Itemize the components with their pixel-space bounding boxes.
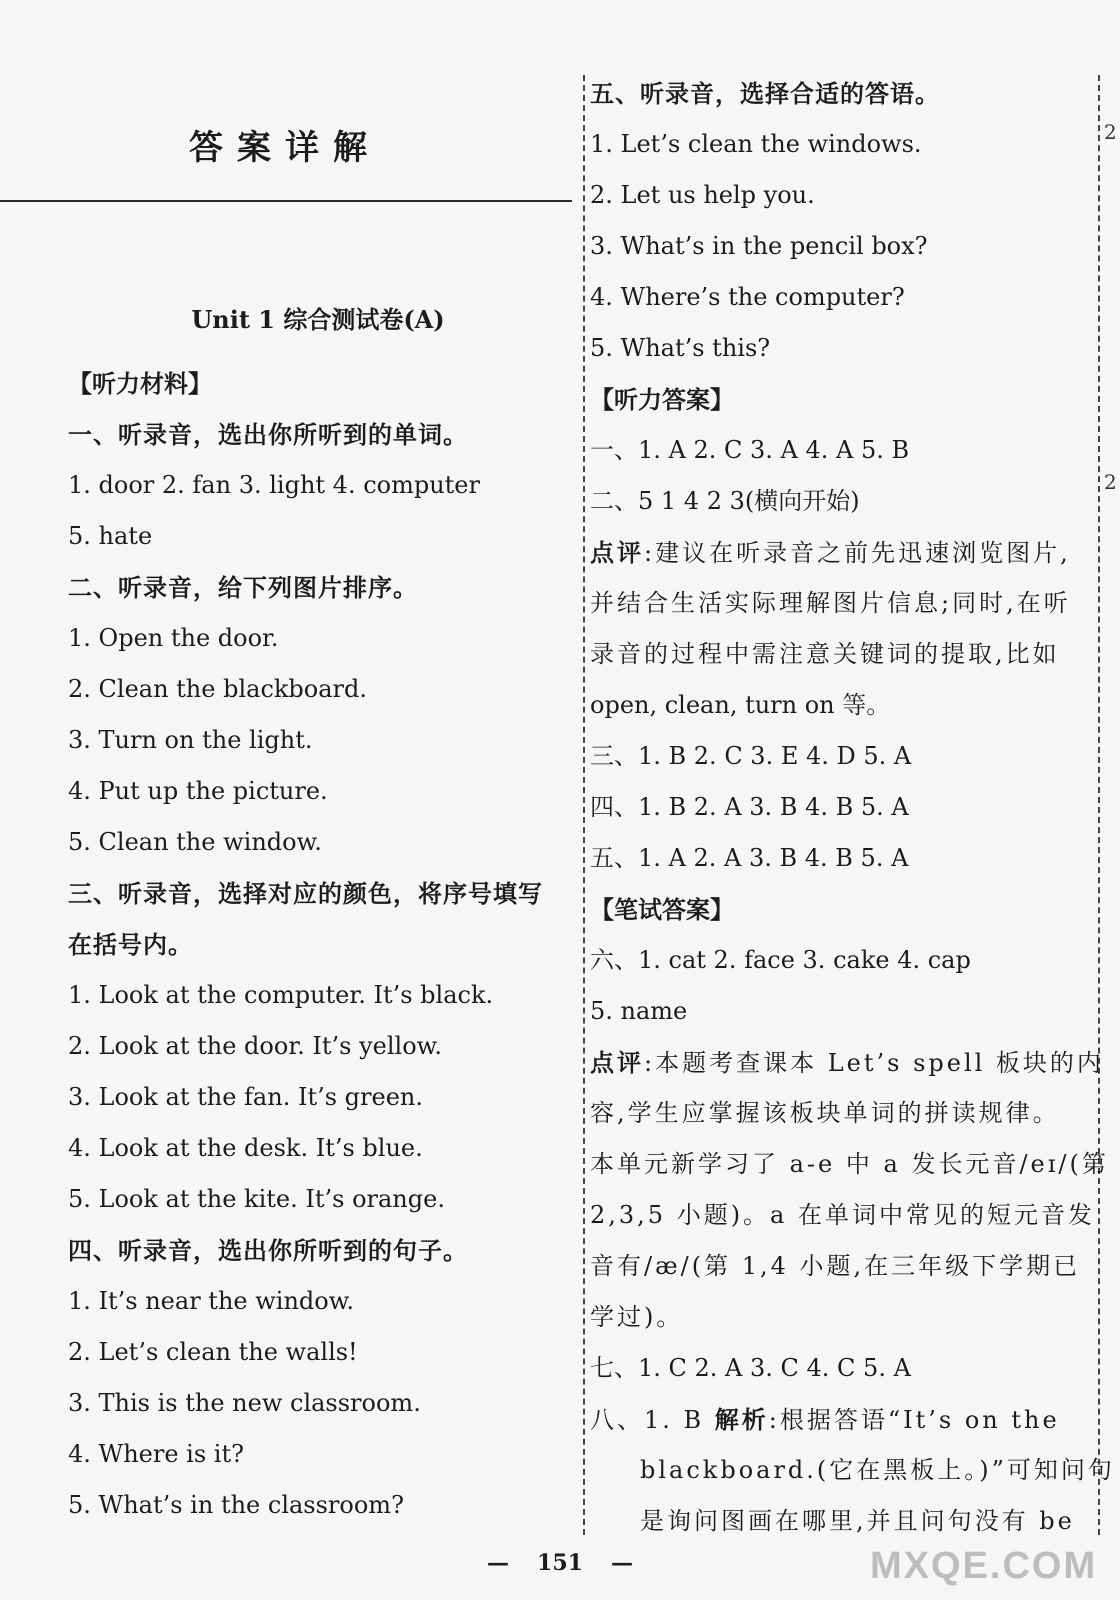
left-line: 5. Clean the window. bbox=[68, 828, 322, 856]
right-line: 四、1. B 2. A 3. B 4. B 5. A bbox=[590, 793, 909, 821]
left-line: 1. It’s near the window. bbox=[68, 1287, 355, 1315]
left-line: 2. Let’s clean the walls! bbox=[68, 1338, 358, 1366]
right-line: 2. Let us help you. bbox=[590, 181, 815, 209]
right-line: blackboard.(它在黑板上。)”可知问句 bbox=[640, 1456, 1115, 1484]
right-line: 点评:本题考查课本 Let’s spell 板块的内 bbox=[590, 1048, 1104, 1077]
left-line: 4. Put up the picture. bbox=[68, 777, 328, 805]
left-line: 1. Open the door. bbox=[68, 624, 279, 652]
right-line: 2,3,5 小题)。a 在单词中常见的短元音发 bbox=[590, 1201, 1095, 1229]
right-line: 二、5 1 4 2 3(横向开始) bbox=[590, 487, 860, 515]
right-line: 录音的过程中需注意关键词的提取,比如 bbox=[590, 640, 1060, 668]
right-line: 点评:建议在听录音之前先迅速浏览图片, bbox=[590, 538, 1071, 567]
left-line: 2. Clean the blackboard. bbox=[68, 675, 368, 703]
watermark: MXQE.COM bbox=[870, 1545, 1098, 1587]
right-line: 4. Where’s the computer? bbox=[590, 283, 905, 311]
left-line: 三、听录音，选择对应的颜色，将序号填写 bbox=[68, 879, 543, 908]
right-edge-divider bbox=[1098, 75, 1100, 1535]
left-lines bbox=[68, 358, 568, 1531]
unit-title: Unit 1 综合测试卷(A) bbox=[191, 305, 445, 334]
left-line: 一、听录音，选出你所听到的单词。 bbox=[68, 420, 468, 449]
right-line: 【笔试答案】 bbox=[590, 895, 734, 924]
right-line: 八、1. B 解析:根据答语“It’s on the bbox=[590, 1405, 1060, 1434]
right-line: 学过)。 bbox=[590, 1303, 684, 1331]
right-line: 三、1. B 2. C 3. E 4. D 5. A bbox=[590, 742, 912, 770]
right-line: 一、1. A 2. C 3. A 4. A 5. B bbox=[590, 436, 910, 464]
right-line: 音有/æ/(第 1,4 小题,在三年级下学期已 bbox=[590, 1252, 1081, 1280]
right-line: 六、1. cat 2. face 3. cake 4. cap bbox=[590, 946, 971, 974]
left-line: 1. Look at the computer. It’s black. bbox=[68, 981, 494, 1009]
right-line: 【听力答案】 bbox=[590, 385, 734, 414]
right-line: 1. Let’s clean the windows. bbox=[590, 130, 922, 158]
right-line: 是询问图画在哪里,并且问句没有 be bbox=[640, 1507, 1075, 1535]
title-rule bbox=[0, 200, 572, 202]
right-line: 5. name bbox=[590, 997, 688, 1025]
right-line: 容,学生应掌握该板块单词的拼读规律。 bbox=[590, 1099, 1060, 1127]
right-lines bbox=[590, 68, 1115, 1547]
left-line: 四、听录音，选出你所听到的句子。 bbox=[68, 1236, 468, 1265]
right-line: open, clean, turn on 等。 bbox=[590, 691, 891, 719]
left-line: 4. Look at the desk. It’s blue. bbox=[68, 1134, 423, 1162]
left-line: 2. Look at the door. It’s yellow. bbox=[68, 1032, 442, 1060]
edge-mark: 2 bbox=[1104, 470, 1117, 494]
left-line: 5. hate bbox=[68, 522, 153, 550]
right-line: 并结合生活实际理解图片信息;同时,在听 bbox=[590, 589, 1071, 617]
left-line: 在括号内。 bbox=[68, 930, 193, 959]
page-title: 答案详解 bbox=[189, 128, 381, 168]
right-line: 五、听录音，选择合适的答语。 bbox=[590, 79, 940, 108]
left-line: 【听力材料】 bbox=[68, 369, 212, 398]
right-line: 七、1. C 2. A 3. C 4. C 5. A bbox=[590, 1354, 911, 1382]
footer-dash: — bbox=[610, 1550, 633, 1576]
right-line: 五、1. A 2. A 3. B 4. B 5. A bbox=[590, 844, 909, 872]
title-area bbox=[0, 120, 570, 169]
edge-mark: 2 bbox=[1104, 120, 1117, 144]
right-line: 本单元新学习了 a-e 中 a 发长元音/eɪ/(第 bbox=[590, 1150, 1109, 1178]
left-line: 4. Where is it? bbox=[68, 1440, 244, 1468]
footer-dash: — bbox=[487, 1550, 510, 1576]
right-column bbox=[590, 68, 1115, 1547]
left-line: 5. What’s in the classroom? bbox=[68, 1491, 404, 1519]
left-line: 3. Look at the fan. It’s green. bbox=[68, 1083, 423, 1111]
left-line: 5. Look at the kite. It’s orange. bbox=[68, 1185, 445, 1213]
left-line: 3. This is the new classroom. bbox=[68, 1389, 421, 1417]
left-column bbox=[68, 290, 568, 1531]
column-divider bbox=[583, 75, 585, 1535]
page-number: 151 bbox=[537, 1550, 583, 1576]
right-line: 3. What’s in the pencil box? bbox=[590, 232, 928, 260]
left-line: 3. Turn on the light. bbox=[68, 726, 313, 754]
left-line: 1. door 2. fan 3. light 4. computer bbox=[68, 471, 480, 499]
left-line: 二、听录音，给下列图片排序。 bbox=[68, 573, 418, 602]
right-line: 5. What’s this? bbox=[590, 334, 771, 362]
